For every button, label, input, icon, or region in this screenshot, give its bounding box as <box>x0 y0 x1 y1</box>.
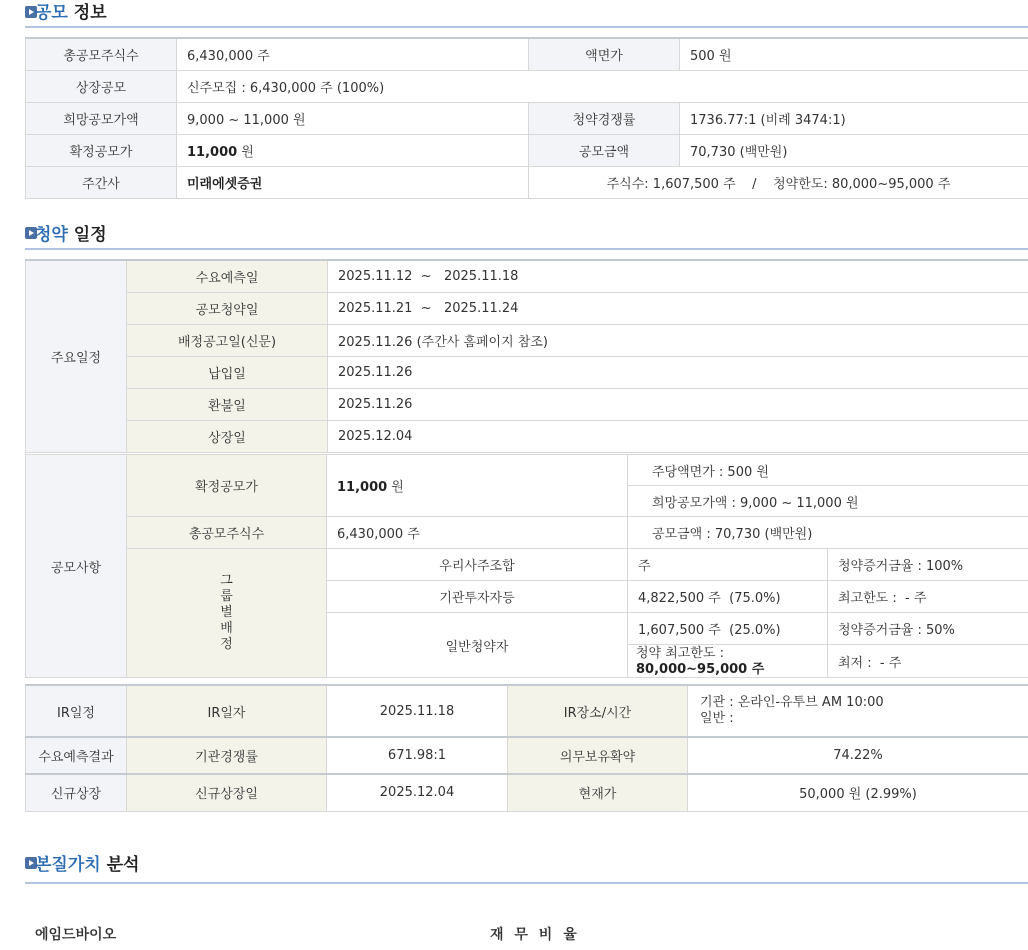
label-public-offering: 공모사항 <box>26 455 127 678</box>
schedule-label: 배정공고일(신문) <box>127 324 328 356</box>
value-retail-shares: 1,607,500 주 (25.0%) <box>628 613 828 645</box>
ir-results-table <box>25 684 1028 812</box>
value-amount-line: 공모금액 : 70,730 (백만원) <box>628 517 1028 549</box>
label-final-price: 확정공모가 <box>26 134 177 166</box>
value-total-shares: 6,430,000 주 <box>327 517 628 549</box>
value-desired-price: 9,000 ~ 11,000 원 <box>177 102 529 134</box>
public-offering-table <box>25 454 1028 678</box>
financial-ratio-title: 재 무 비 율 <box>490 927 580 943</box>
value-ir-place: 기관 : 온라인-유투브 AM 10:00 일반 : <box>688 685 1028 737</box>
section-title: 본질가치 분석 <box>35 855 140 875</box>
schedule-label: 납입일 <box>127 356 328 388</box>
label-current-price: 현재가 <box>508 774 688 811</box>
section-title: 공모 정보 <box>35 3 107 23</box>
label-ir-date: IR일자 <box>127 685 327 737</box>
label-desired-price: 희망공모가액 <box>26 102 177 134</box>
label-ir-place: IR장소/시간 <box>508 685 688 737</box>
offering-info-table <box>25 37 1028 199</box>
label-lockup: 의무보유확약 <box>508 737 688 774</box>
value-underwriter-detail: 주식수: 1,607,500 주 / 청약한도: 80,000~95,000 주 <box>529 166 1028 198</box>
value-final-price: 11,000 원 <box>177 134 529 166</box>
label-listing: 상장공모 <box>26 70 177 102</box>
value-underwriter: 미래에셋증권 <box>177 166 529 198</box>
label-employee: 우리사주조합 <box>327 549 628 581</box>
subscription-schedule-header <box>25 218 1028 250</box>
schedule-value: 2025.11.21 ~ 2025.11.24 <box>328 292 1028 324</box>
label-par: 액면가 <box>529 38 680 70</box>
value-lockup: 74.22% <box>688 737 1028 774</box>
value-competition: 1736.77:1 (비례 3474:1) <box>680 102 1028 134</box>
value-total-shares: 6,430,000 주 <box>177 38 529 70</box>
value-institution-limit: 최고한도 : - 주 <box>828 581 1028 613</box>
value-listing: 신주모집 : 6,430,000 주 (100%) <box>177 70 1028 102</box>
label-retail: 일반청약자 <box>327 613 628 678</box>
schedule-table <box>25 259 1028 453</box>
schedule-label: 상장일 <box>127 420 328 452</box>
offering-info-header <box>25 0 1028 28</box>
label-total-shares: 총공모주식수 <box>127 517 327 549</box>
label-total-shares: 총공모주식수 <box>26 38 177 70</box>
value-institution-shares: 4,822,500 주 (75.0%) <box>628 581 828 613</box>
schedule-value: 2025.11.26 (주간사 홈페이지 참조) <box>328 324 1028 356</box>
value-amount: 70,730 (백만원) <box>680 134 1028 166</box>
label-new-listing-date: 신규상장일 <box>127 774 327 811</box>
label-demand-result: 수요예측결과 <box>26 737 127 774</box>
value-inst-competition: 671.98:1 <box>327 737 508 774</box>
value-par: 500 원 <box>680 38 1028 70</box>
value-employee-deposit: 청약증거금율 : 100% <box>828 549 1028 581</box>
schedule-label: 환불일 <box>127 388 328 420</box>
section-title: 청약 일정 <box>35 225 107 245</box>
value-retail-max: 청약 최고한도 : 80,000~95,000 주 <box>628 645 828 678</box>
valuation-analysis-header <box>25 840 1028 884</box>
schedule-label: 수요예측일 <box>127 260 328 292</box>
value-ir-date: 2025.11.18 <box>327 685 508 737</box>
label-main-schedule: 주요일정 <box>26 260 127 452</box>
company-name: 에임드바이오 <box>35 927 117 943</box>
label-competition: 청약경쟁률 <box>529 102 680 134</box>
value-retail-min: 최저 : - 주 <box>828 645 1028 678</box>
label-group-allocation: 그룹별배정 <box>127 549 327 678</box>
label-final-price: 확정공모가 <box>127 455 327 517</box>
label-new-listing: 신규상장 <box>26 774 127 811</box>
label-inst-competition: 기관경쟁률 <box>127 737 327 774</box>
value-employee-shares: 주 <box>628 549 828 581</box>
schedule-value: 2025.12.04 <box>328 420 1028 452</box>
label-institution: 기관투자자등 <box>327 581 628 613</box>
schedule-value: 2025.11.12 ~ 2025.11.18 <box>328 260 1028 292</box>
label-ir-schedule: IR일정 <box>26 685 127 737</box>
label-amount: 공모금액 <box>529 134 680 166</box>
schedule-value: 2025.11.26 <box>328 388 1028 420</box>
value-retail-deposit: 청약증거금율 : 50% <box>828 613 1028 645</box>
value-current-price: 50,000 원 (2.99%) <box>688 774 1028 811</box>
value-desired-line: 희망공모가액 : 9,000 ~ 11,000 원 <box>628 486 1028 517</box>
label-underwriter: 주간사 <box>26 166 177 198</box>
value-new-listing-date: 2025.12.04 <box>327 774 508 811</box>
value-par-line: 주당액면가 : 500 원 <box>628 455 1028 486</box>
schedule-value: 2025.11.26 <box>328 356 1028 388</box>
value-final-price: 11,000 원 <box>327 455 628 517</box>
schedule-label: 공모청약일 <box>127 292 328 324</box>
